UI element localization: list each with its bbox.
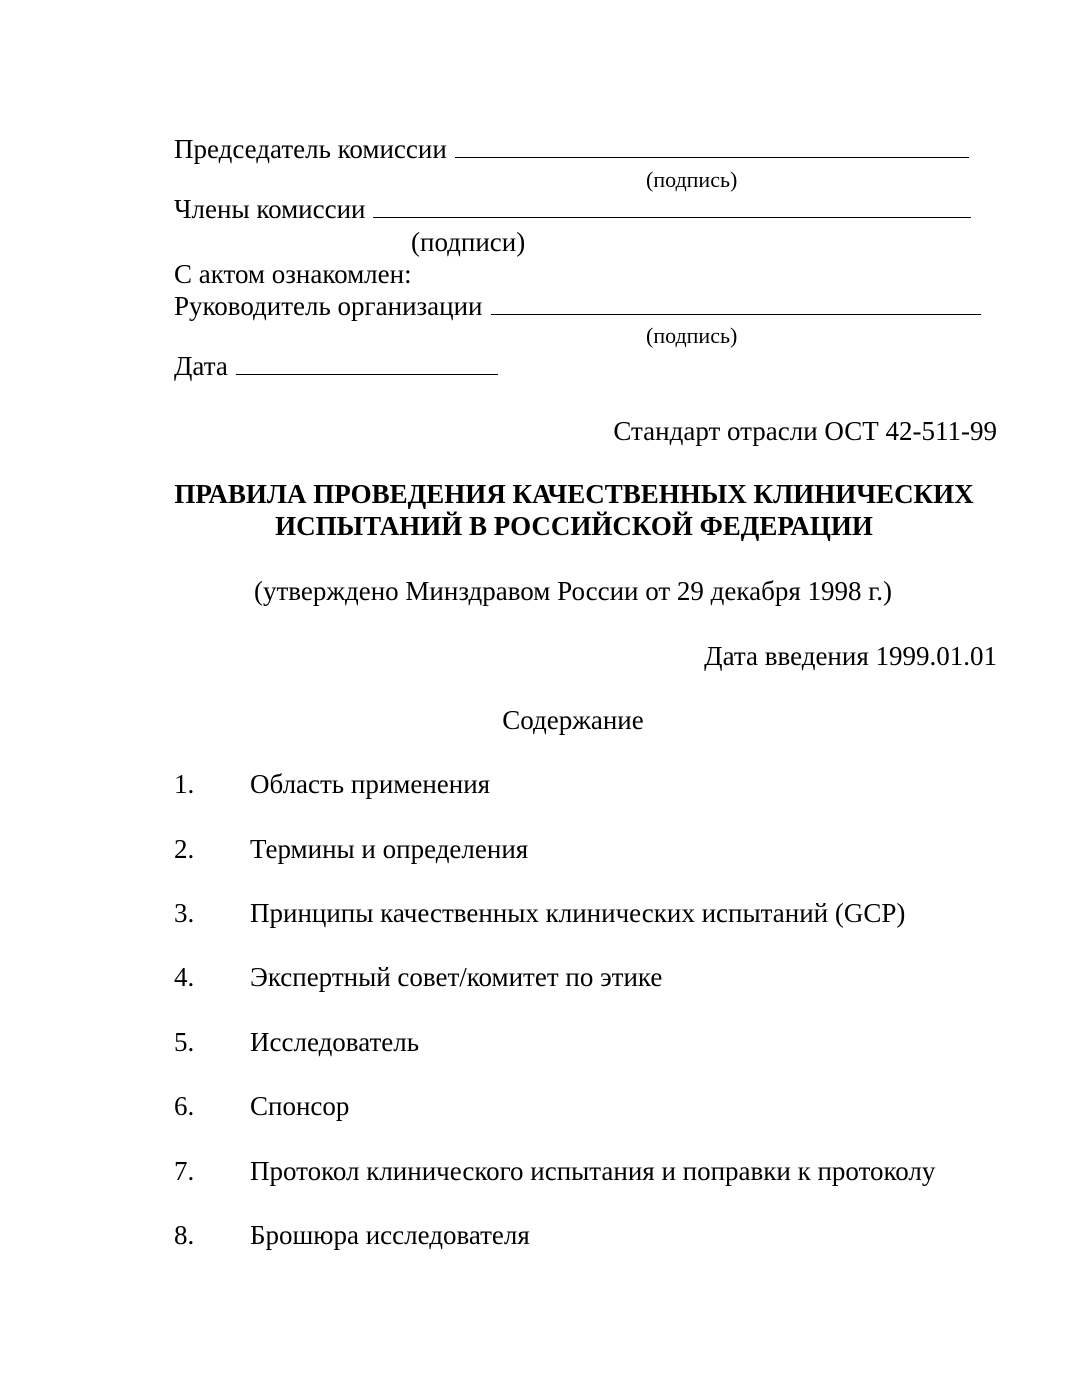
toc-item [174,1090,349,1122]
date-blank [236,352,498,375]
members-label: Члены комиссии [174,194,366,224]
title-line-1: ПРАВИЛА ПРОВЕДЕНИЯ КАЧЕСТВЕННЫХ КЛИНИЧЕСКИХ [174,479,974,509]
toc-item-number: 5. [174,1027,195,1057]
head-label: Руководитель организации [174,291,483,321]
toc-item-number: 8. [174,1220,195,1250]
head-line [174,290,981,322]
signature-hint-2: (подпись) [646,323,738,348]
toc-item-text: Принципы качественных клинических испытаний (GCP) [250,898,906,928]
toc-item-text: Исследователь [250,1027,420,1057]
toc-item [174,897,905,929]
toc-item [174,768,490,800]
toc-item [174,1219,530,1251]
toc-item-text: Спонсор [250,1091,350,1121]
toc-item [174,961,662,993]
chairman-label: Председатель комиссии [174,134,447,164]
toc-item-number: 4. [174,962,195,992]
toc-item-text: Протокол клинического испытания и поправки к протоколу [250,1156,936,1186]
members-signature-blank [373,195,971,218]
toc-item-number: 6. [174,1091,195,1121]
toc-item-number: 3. [174,898,195,928]
acquainted-label: С актом ознакомлен: [174,259,412,289]
head-signature-blank [491,292,981,315]
date-line [174,350,498,382]
toc-item-text: Экспертный совет/комитет по этике [250,962,663,992]
toc-heading: Содержание [502,705,644,735]
toc-item-text: Термины и определения [250,834,529,864]
standard-reference: Стандарт отрасли ОСТ 42-511-99 [613,416,997,446]
approval-note: (утверждено Минздравом России от 29 декабря 1998 г.) [253,576,893,606]
toc-item-text: Брошюра исследователя [250,1220,530,1250]
toc-item [174,1155,935,1187]
toc-item-text: Область применения [250,769,491,799]
toc-item-number: 7. [174,1156,195,1186]
chairman-signature-blank [455,135,969,158]
title-line-2: ИСПЫТАНИЙ В РОССИЙСКОЙ ФЕДЕРАЦИИ [275,511,873,541]
toc-item-number: 2. [174,834,195,864]
toc-item [174,1026,419,1058]
toc-item-number: 1. [174,769,195,799]
signature-hint-1: (подпись) [646,167,738,192]
signatures-hint: (подписи) [411,227,526,257]
chairman-line [174,133,969,165]
date-label: Дата [174,351,228,381]
toc-item [174,833,528,865]
members-line [174,193,971,225]
effective-date: Дата введения 1999.01.01 [704,641,997,671]
